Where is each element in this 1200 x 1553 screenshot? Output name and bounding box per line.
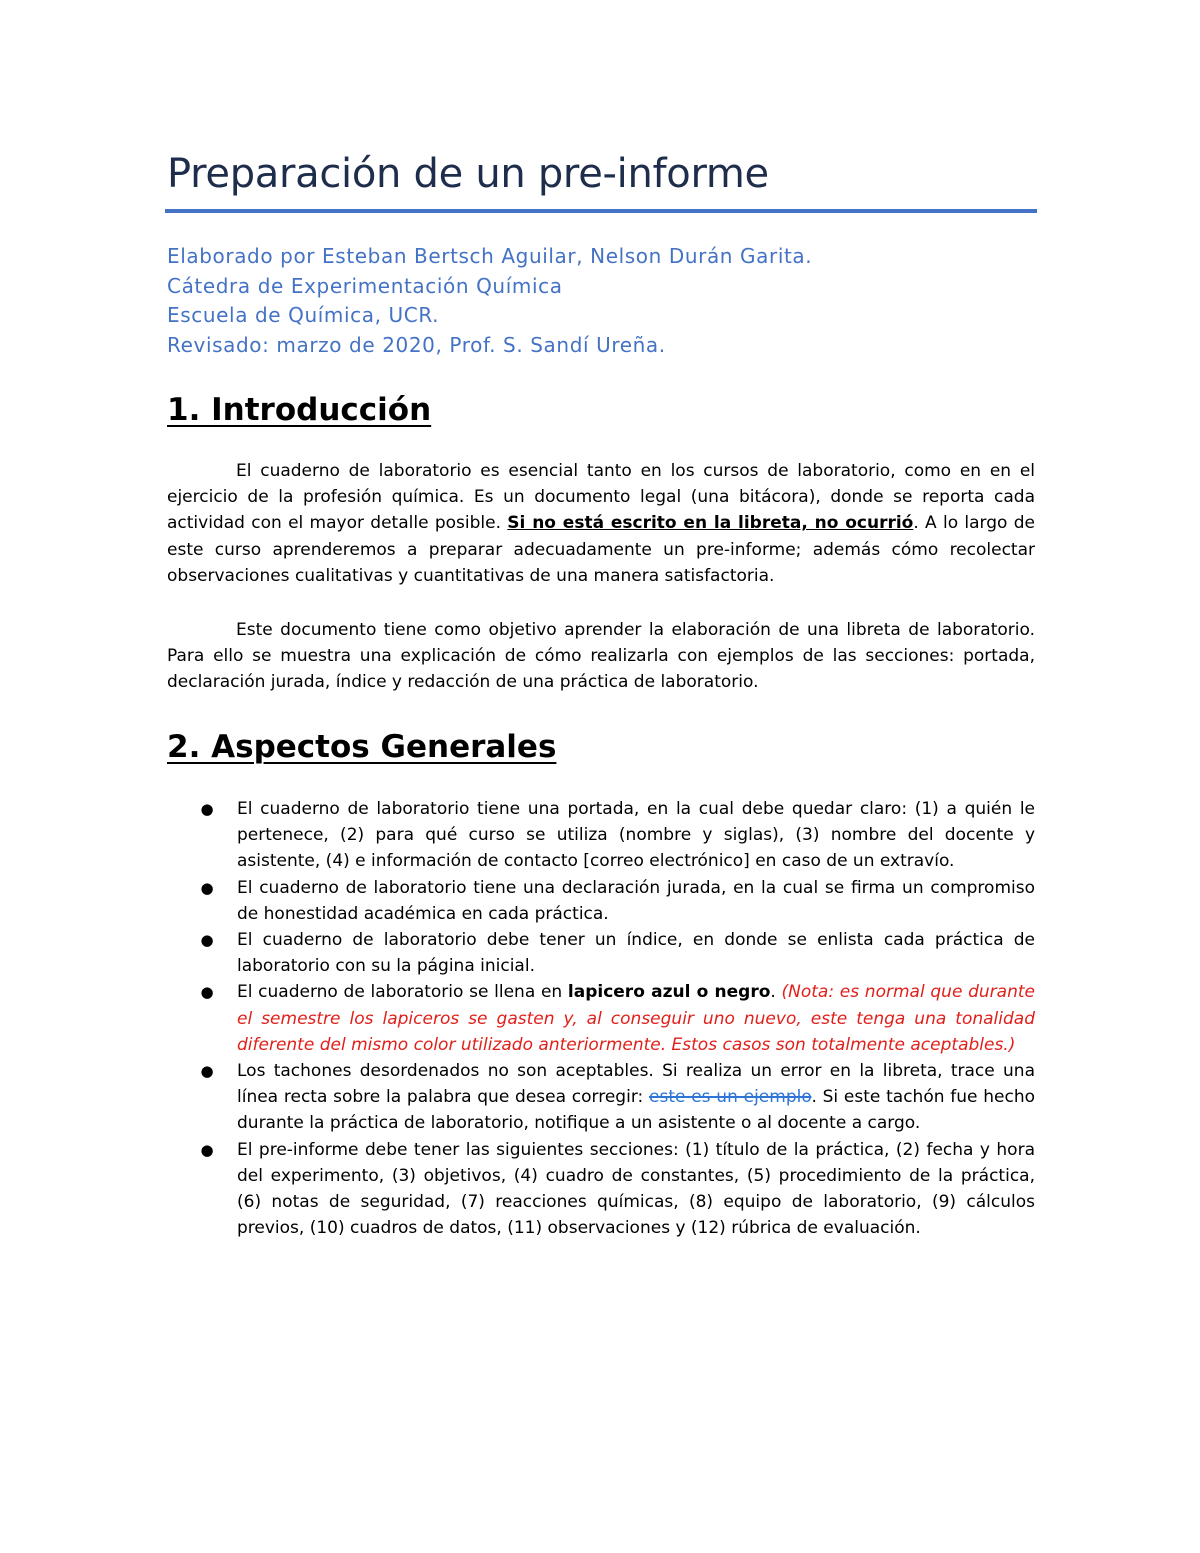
bullet-text-tachones-end: . Si este tachón fue hecho durante la práctica de laboratorio, notifique a un asistente o al docente a cargo. [237, 1087, 1035, 1134]
bullet-icon: ● [200, 983, 214, 1002]
general-bullet-list [200, 796, 1035, 1241]
bullet-text-tachones: Los tachones desordenados no son aceptables. Si realiza un error en la libreta, trace una línea recta sobre la palabra que desea corregir: [237, 1061, 1035, 1108]
document-title: Preparación de un pre-informe [167, 151, 769, 197]
credit-revision: Revisado: marzo de 2020, Prof. S. Sandí Ureña. [167, 332, 666, 357]
intro-paragraph-2: Este documento tiene como objetivo aprender la elaboración de una libreta de laboratorio. Para ello se muestra una explicación de cómo realizarla con ejemplos de las secciones: portada, declaración jurada, índice y redacción de una práctica de laboratorio. [167, 620, 1035, 693]
bullet-note-red: (Nota: es normal que durante el semestre los lapiceros se gasten y, al conseguir uno nuevo, este tenga una tonalidad diferente del mismo color utilizado anteriormente. Estos casos son totalmente aceptables.) [237, 982, 1035, 1055]
intro-p1-emphasis: Si no está escrito en la libreta, no ocurrió [507, 513, 914, 534]
title-underline-rule [165, 209, 1037, 213]
bullet-icon: ● [200, 800, 214, 818]
bullet-icon: ● [200, 1062, 214, 1081]
bullet-text-portada: El cuaderno de laboratorio tiene una portada, en la cual debe quedar claro: (1) a quién le pertenece, (2) para qué curso se utiliza (nombre y siglas), (3) nombre del docente y asistente, (4) e información de contacto [correo electrónico] en caso de un extravío. [237, 799, 1035, 872]
bullet-icon: ● [200, 878, 214, 897]
credit-school: Escuela de Química, UCR. [167, 303, 440, 327]
intro-p1-text: El cuaderno de laboratorio es esencial tanto en los cursos de laboratorio, como en en el ejercicio de la profesión química. Es un documento legal (una bitácora), donde se reporta cada actividad con el mayor detalle posible. [167, 461, 1035, 534]
list-item [200, 796, 1035, 875]
bullet-text-lapicero: El cuaderno de laboratorio se llena en [237, 982, 568, 1003]
section-heading-introduccion: 1. Introducción [167, 392, 432, 428]
strikethrough-example: este es un ejemplo [649, 1087, 812, 1108]
intro-paragraph-1 [167, 458, 1035, 589]
credit-authors: Elaborado por Esteban Bertsch Aguilar, Nelson Durán Garita. [167, 244, 813, 268]
section-heading-aspectos-generales: 2. Aspectos Generales [167, 729, 557, 765]
bullet-text-indice: El cuaderno de laboratorio debe tener un índice, en donde se enlista cada práctica de laboratorio con su la página inicial. [237, 930, 1035, 977]
list-item [200, 875, 1035, 927]
bullet-icon: ● [200, 1140, 214, 1159]
list-item [200, 1058, 1035, 1137]
list-item [200, 979, 1035, 1058]
bullet-text-declaracion: El cuaderno de laboratorio tiene una declaración jurada, en la cual se firma un compromiso de honestidad académica en cada práctica. [237, 877, 1035, 924]
list-item [200, 1137, 1035, 1242]
bullet-text-lapicero-bold: lapicero azul o negro [567, 982, 771, 1003]
bullet-text-lapicero-end: . [770, 982, 782, 1003]
credits-block [167, 242, 812, 360]
bullet-text-secciones: El pre-informe debe tener las siguientes secciones: (1) título de la práctica, (2) fecha y hora del experimento, (3) objetivos, (4) cuadro de constantes, (5) procedimiento de la práctica, (6) notas de seguridad, (7) reacciones químicas, (8) equipo de laboratorio, (9) cálculos previos, (10) cuadros de datos, (11) observaciones y (12) rúbrica de evaluación. [237, 1139, 1035, 1239]
bullet-icon: ● [200, 931, 214, 950]
intro-p1-text-end: . A lo largo de este curso aprenderemos a preparar adecuadamente un pre-informe; además cómo recolectar observaciones cualitativas y cuantitativas de una manera satisfactoria. [167, 513, 1035, 586]
credit-department: Cátedra de Experimentación Química [167, 273, 563, 298]
list-item [200, 927, 1035, 979]
